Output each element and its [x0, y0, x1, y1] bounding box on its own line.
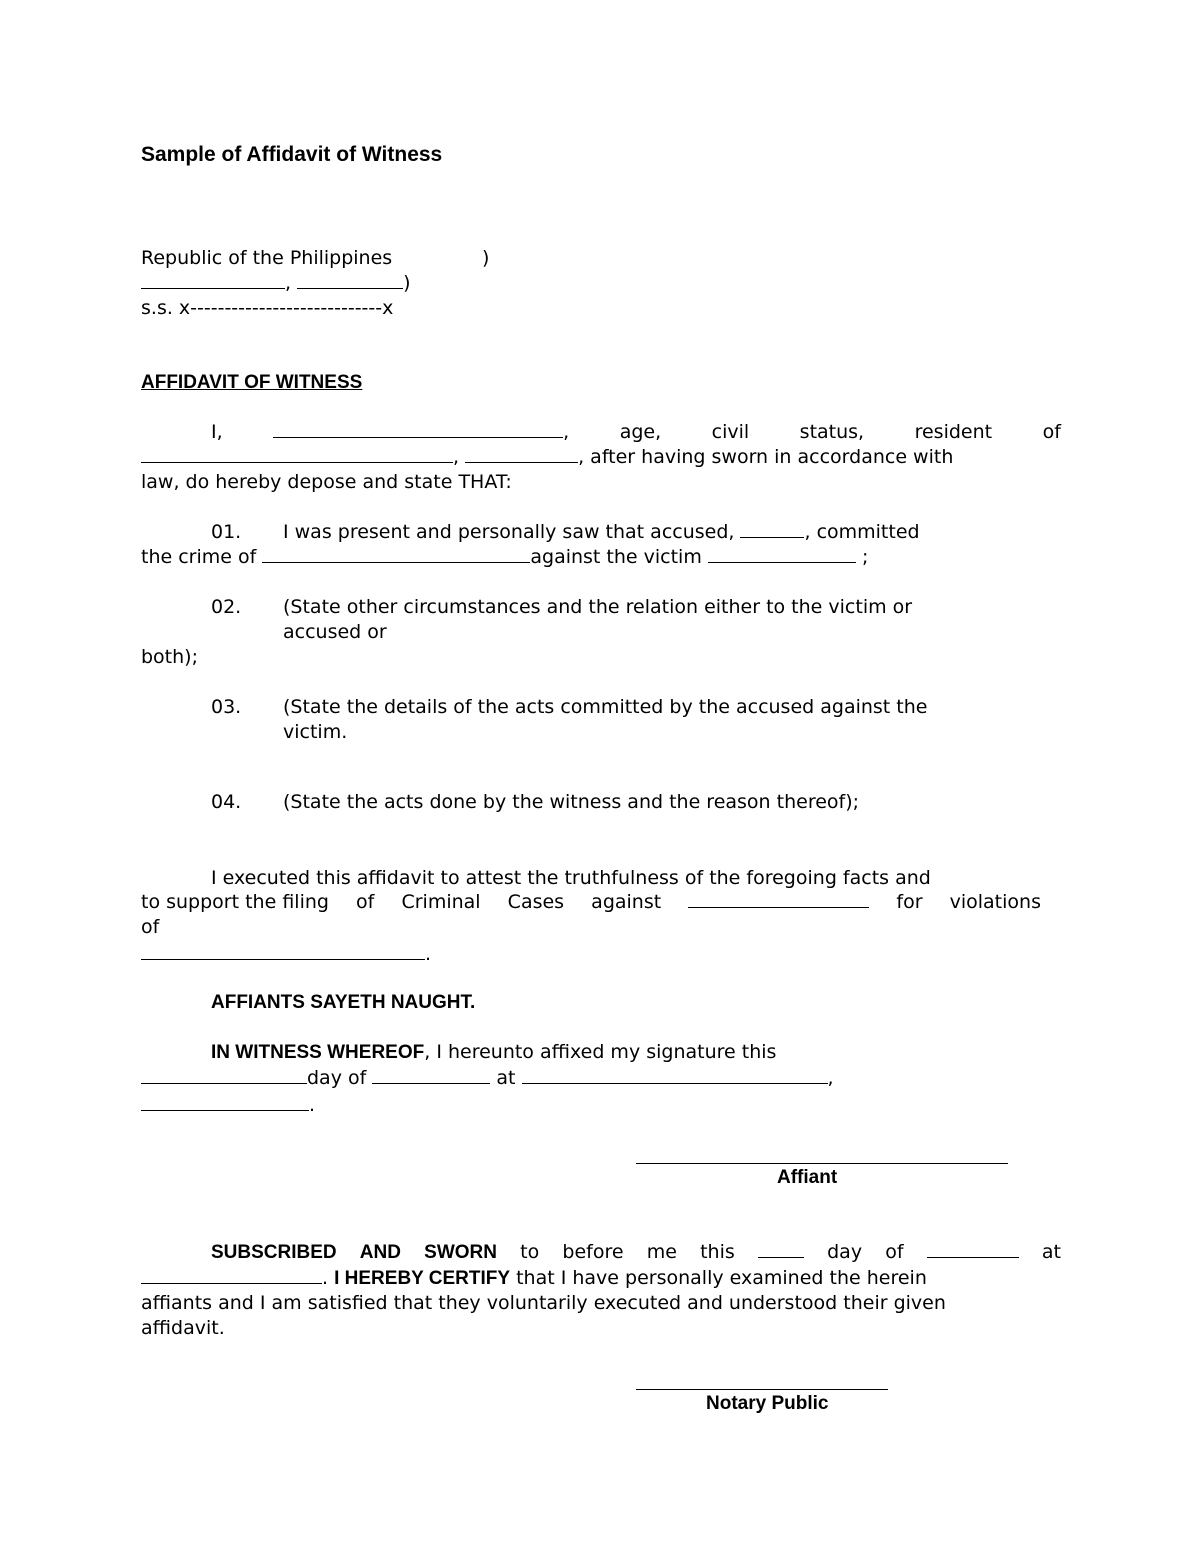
- jurat-line-1: SUBSCRIBED AND SWORN to before me this day of at: [211, 1241, 1061, 1263]
- venue-city-line: , ): [141, 271, 411, 296]
- item-1-text-2: the crime of against the victim ;: [141, 546, 869, 568]
- witness-line-2: day of at ,: [141, 1066, 834, 1091]
- witness-line-3: .: [141, 1093, 315, 1118]
- accused-blank[interactable]: [688, 890, 869, 908]
- jurat-line-4: affidavit.: [141, 1317, 225, 1339]
- violation-blank[interactable]: [141, 942, 425, 960]
- item-3-text-2: victim.: [283, 721, 348, 743]
- month-blank[interactable]: [372, 1066, 490, 1084]
- document-title: Sample of Affidavit of Witness: [141, 143, 443, 166]
- executed-line-4: .: [141, 942, 431, 967]
- city-blank[interactable]: [141, 271, 285, 289]
- accused-name-blank[interactable]: [740, 520, 804, 538]
- executed-line-3: of: [141, 916, 160, 938]
- venue-country: Republic of the Philippines: [141, 247, 393, 269]
- item-2-text-3: both);: [141, 646, 198, 668]
- sayeth-naught: AFFIANTS SAYETH NAUGHT.: [211, 992, 476, 1013]
- item-number: 02.: [211, 596, 242, 618]
- province-blank[interactable]: [297, 271, 403, 289]
- residence-blank[interactable]: [141, 445, 453, 463]
- residence-blank-2[interactable]: [465, 445, 578, 463]
- crime-blank[interactable]: [262, 545, 530, 563]
- witness-line-1: IN WITNESS WHEREOF, I hereunto affixed my signature this: [211, 1041, 777, 1063]
- item-1-text: I was present and personally saw that accused, , committed: [283, 521, 920, 543]
- item-2-text: (State other circumstances and the relation either to the victim or: [283, 596, 913, 618]
- jurat-place-blank[interactable]: [141, 1266, 322, 1284]
- venue-paren: ): [482, 247, 490, 269]
- item-number: 01.: [211, 521, 242, 543]
- executed-line-2: to support the filing of Criminal Cases against for violations: [141, 891, 1041, 913]
- notary-signature-line[interactable]: [636, 1389, 888, 1390]
- intro-line-1: I, , age, civil status, resident of: [211, 421, 1061, 443]
- place-blank-2[interactable]: [141, 1093, 309, 1111]
- executed-line-1: I executed this affidavit to attest the truthfulness of the foregoing facts and: [211, 867, 931, 889]
- affiant-name-blank[interactable]: [273, 420, 563, 438]
- victim-blank[interactable]: [708, 545, 856, 563]
- notary-label: Notary Public: [706, 1393, 829, 1414]
- affiant-signature-line[interactable]: [636, 1163, 1008, 1164]
- place-blank[interactable]: [522, 1066, 828, 1084]
- jurat-month-blank[interactable]: [927, 1240, 1019, 1258]
- affidavit-heading: AFFIDAVIT OF WITNESS: [141, 372, 363, 393]
- jurat-line-2: . I HEREBY CERTIFY that I have personally examined the herein: [141, 1266, 927, 1291]
- affiant-label: Affiant: [777, 1167, 838, 1188]
- item-2-text-2: accused or: [283, 621, 387, 643]
- item-number: 03.: [211, 696, 242, 718]
- jurat-line-3: affiants and I am satisfied that they voluntarily executed and understood their given: [141, 1292, 946, 1314]
- intro-line-3: law, do hereby depose and state THAT:: [141, 471, 512, 493]
- intro-line-2: , , after having sworn in accordance with: [141, 445, 953, 470]
- item-4-text: (State the acts done by the witness and the reason thereof);: [283, 791, 860, 813]
- item-3-text: (State the details of the acts committed by the accused against the: [283, 696, 928, 718]
- jurat-day-blank[interactable]: [758, 1240, 804, 1258]
- venue-ss: s.s. x----------------------------x: [141, 297, 394, 319]
- item-number: 04.: [211, 791, 242, 813]
- day-blank[interactable]: [141, 1066, 307, 1084]
